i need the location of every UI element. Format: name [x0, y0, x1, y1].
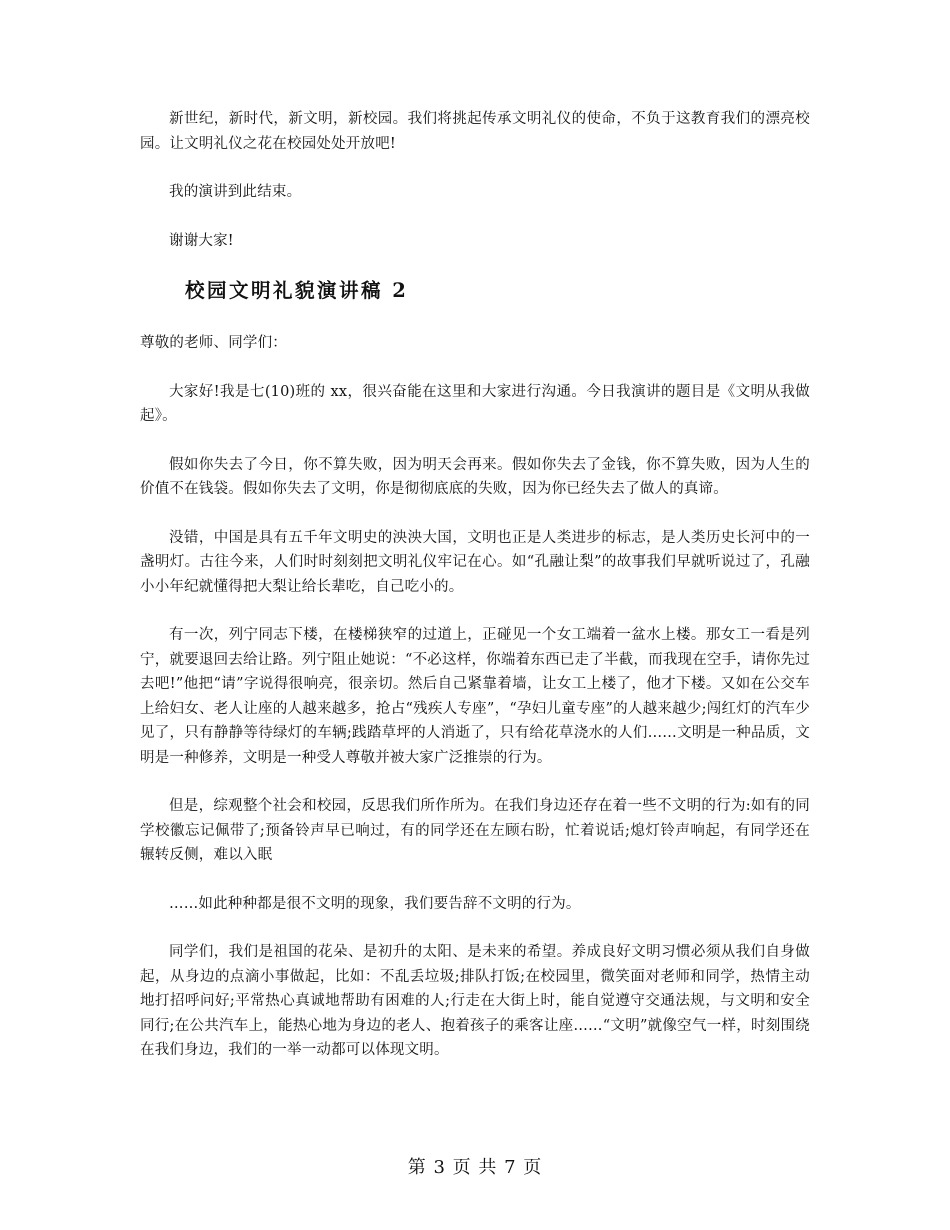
paragraph-closing: 新世纪，新时代，新文明，新校园。我们将挑起传承文明礼仪的使命，不负于这教育我们的漂亮校园。让文明礼仪之花在校园处处开放吧!	[140, 111, 810, 152]
body-paragraph: 没错，中国是具有五千年文明史的泱泱大国，文明也正是人类进步的标志，是人类历史长河中的一盏明灯。古往今来，人们时时刻刻把文明礼仪牢记在心。如“孔融让梨”的故事我们早就听说过了，孔融小小年纪就懂得把大梨让给长辈吃，自己吃小的。	[140, 529, 810, 595]
body-paragraph: 假如你失去了今日，你不算失败，因为明天会再来。假如你失去了金钱，你不算失败，因为人生的价值不在钱袋。假如你失去了文明，你是彻彻底底的失败，因为你已经失去了做人的真谛。	[140, 456, 810, 497]
section-title: 校园文明礼貌演讲稿 2	[185, 279, 409, 302]
body-paragraph: ……如此种种都是很不文明的现象，我们要告辞不文明的行为。	[169, 895, 581, 912]
page-footer: 第 3 页 共 7 页	[407, 1157, 543, 1178]
body-paragraph: 同学们，我们是祖国的花朵、是初升的太阳、是未来的希望。养成良好文明习惯必须从我们自身做起，从身边的点滴小事做起，比如：不乱丢垃圾;排队打饭;在校园里，微笑面对老师和同学，热情主动地打招呼问好;平常热心真诚地帮助有困难的人;行走在大街上时，能自觉遵守交通法规，与文明和安全同行;在公共汽车上，能热心地为身边的老人、抱着孩子的乘客让座……“文明”就像空气一样，时刻围绕在我们身边，我们的一举一动都可以体现文明。	[140, 944, 810, 1058]
page-content	[140, 107, 810, 1087]
body-paragraph: 但是，综观整个社会和校园，反思我们所作所为。在我们身边还存在着一些不文明的行为:如有的同学校徽忘记佩带了;预备铃声早已响过，有的同学还在左顾右盼，忙着说话;熄灯铃声响起，有同学还在辗转反侧，难以入眠	[140, 798, 810, 863]
paragraph-thanks: 谢谢大家!	[169, 232, 234, 249]
salutation: 尊敬的老师、同学们：	[140, 335, 287, 351]
paragraph-end-speech: 我的演讲到此结束。	[169, 184, 302, 200]
body-paragraph: 有一次，列宁同志下楼，在楼梯狭窄的过道上，正碰见一个女工端着一盆水上楼。那女工一看是列宁，就要退回去给让路。列宁阻止她说：“不必这样，你端着东西已走了半截，而我现在空手，请你先过去吧!”他把“请”字说得很响亮，很亲切。然后自己紧靠着墙，让女工上楼了，他才下楼。又如在公交车上给妇女、老人让座的人越来越多，抢占“残疾人专座”，“孕妇儿童专座”的人越来越少;闯红灯的汽车少见了，只有静静等待绿灯的车辆;践踏草坪的人消逝了，只有给花草浇水的人们……文明是一种品质，文明是一种修养，文明是一种受人尊敬并被大家广泛推崇的行为。	[140, 627, 810, 766]
body-paragraph: 大家好!我是七(10)班的 xx，很兴奋能在这里和大家进行沟通。今日我演讲的题目是《文明从我做起》。	[140, 383, 810, 424]
